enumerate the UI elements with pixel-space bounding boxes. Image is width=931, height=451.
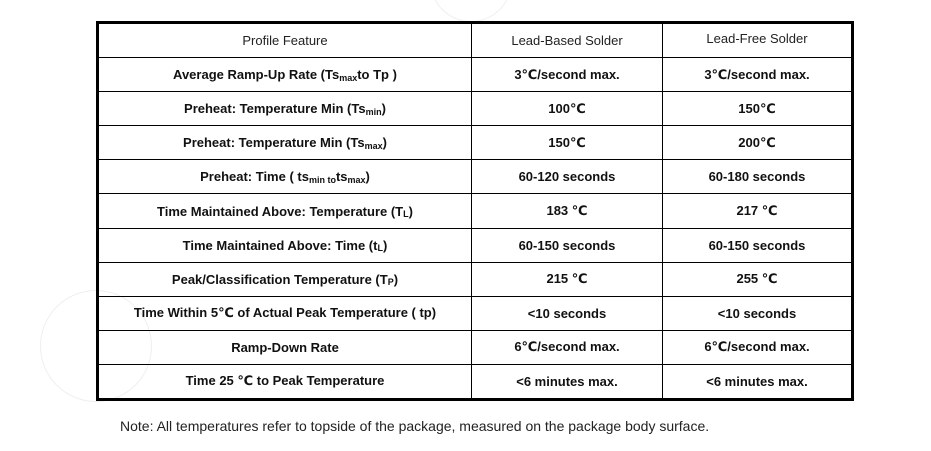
lead-based-cell: 215 ℃: [472, 263, 663, 296]
table-row: [99, 91, 851, 125]
table-header-row: [99, 24, 851, 57]
table-row: [99, 364, 851, 398]
lead-free-cell: 217 ℃: [736, 203, 778, 219]
lead-free-cell: 60-150 seconds: [708, 237, 806, 253]
lead-free-cell: 60-180 seconds: [708, 169, 806, 185]
feature-cell: Preheat: Temperature Min (Ts $_{max}$ ): [99, 126, 472, 159]
feature-cell: Time Maintained Above: Temperature (T $_L$ ): [99, 194, 472, 227]
table-row: [99, 159, 851, 193]
lead-free-cell: 6℃/second max.: [704, 339, 810, 355]
lead-free-cell: 3℃/second max.: [704, 66, 810, 82]
lead-free-cell: <10 seconds: [717, 305, 797, 321]
lead-free-cell: <6 minutes max.: [706, 373, 808, 389]
feature-cell: Time 25 ℃ to Peak Temperature: [99, 365, 472, 398]
table-row: [99, 330, 851, 364]
lead-free-cell: 150℃: [738, 100, 776, 116]
lead-based-cell: 100℃: [472, 92, 663, 125]
table-row: [99, 296, 851, 330]
feature-cell: Peak/Classification Temperature (T $_P$ ): [99, 263, 472, 296]
header-lead-based: Lead-Based Solder: [472, 24, 663, 57]
lead-based-cell: 150℃: [472, 126, 663, 159]
header-profile-feature: Profile Feature: [99, 24, 472, 57]
feature-cell: Ramp-Down Rate: [99, 331, 472, 364]
lead-based-cell: <10 seconds: [472, 297, 663, 330]
table-row: [99, 125, 851, 159]
footnote: Note: All temperatures refer to topside of the package, measured on the package body surface.: [120, 418, 710, 434]
lead-based-cell: 60-150 seconds: [472, 229, 663, 262]
watermark-arc: [430, 0, 512, 22]
reflow-profile-table: [96, 21, 854, 401]
header-lead-free: Lead-Free Solder: [706, 31, 808, 47]
lead-based-cell: 60-120 seconds: [472, 160, 663, 193]
lead-free-cell: 200℃: [738, 134, 776, 150]
feature-cell: Preheat: Time ( ts $_{min to}$ ts $_{max}$ ): [99, 160, 472, 193]
feature-cell: Time Within 5℃ of Actual Peak Temperature ( tp): [99, 297, 472, 330]
table-row: [99, 193, 851, 227]
lead-based-cell: 183 ℃: [472, 194, 663, 227]
table-row: [99, 57, 851, 91]
lead-based-cell: 6℃/second max.: [472, 331, 663, 364]
feature-cell: Average Ramp-Up Rate (Ts $_{max}$ to Tp ): [99, 58, 472, 91]
feature-cell: Preheat: Temperature Min (Ts $_{min}$ ): [99, 92, 472, 125]
lead-based-cell: <6 minutes max.: [472, 365, 663, 398]
feature-cell: Time Maintained Above: Time (t $_L$ ): [99, 229, 472, 262]
table-row: [99, 262, 851, 296]
table-row: [99, 228, 851, 262]
lead-free-cell: 255 ℃: [736, 271, 778, 287]
lead-based-cell: 3℃/second max.: [472, 58, 663, 91]
